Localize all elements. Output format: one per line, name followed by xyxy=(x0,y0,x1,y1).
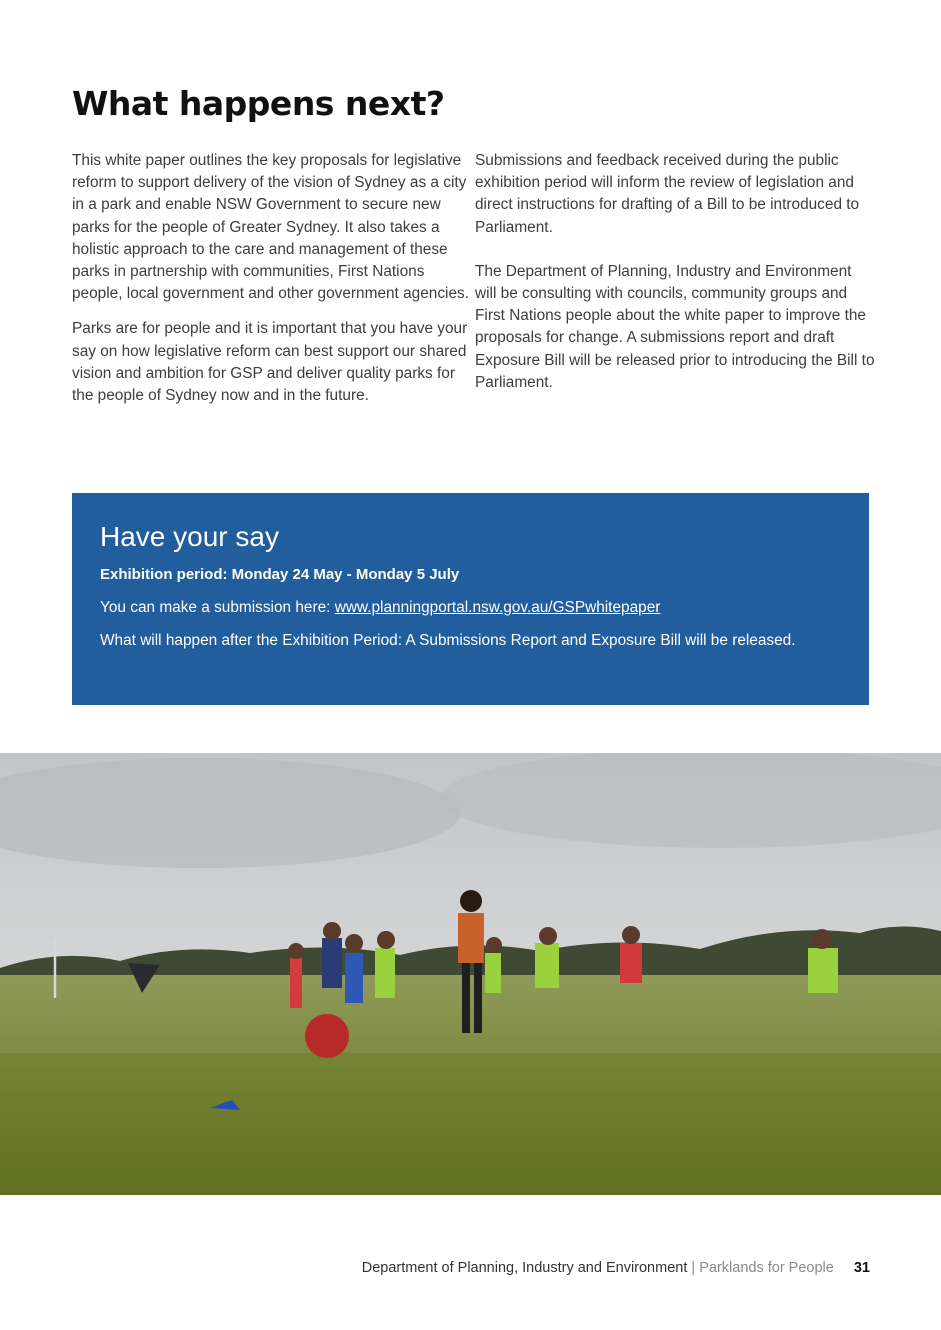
children-playing-in-park-photo xyxy=(0,753,941,1195)
right-paragraph-1: Submissions and feedback received during the public exhibition period will inform the review of legislation and direct instructions for drafting of a Bill to be introduced to Parliament. xyxy=(475,152,860,236)
right-paragraph-2: The Department of Planning, Industry and Environment will be consulting with councils, community groups and First Nations people about the white paper to improve the proposals for change. A submissions report and draft Exposure Bill will be released prior to introducing the Bill to Parliament. xyxy=(475,262,875,391)
page-footer xyxy=(362,1260,870,1276)
left-paragraph-2: Parks are for people and it is important that you have your say on how legislative reform can best support our shared vision and ambition for GSP and deliver quality parks for the people of Sydney now and in the future. xyxy=(72,320,468,405)
exhibition-period: Exhibition period: Monday 24 May - Monday 5 July xyxy=(100,566,460,583)
after-exhibition-text: What will happen after the Exhibition Period: A Submissions Report and Exposure Bill will be released. xyxy=(100,632,796,649)
footer-department: Department of Planning, Industry and Environment xyxy=(361,1260,688,1276)
left-column xyxy=(72,150,470,420)
footer-separator: | xyxy=(691,1260,696,1276)
footer-publication: Parklands for People xyxy=(699,1260,834,1276)
submission-link[interactable]: www.planningportal.nsw.gov.au/GSPwhitepaper xyxy=(334,599,661,616)
right-column xyxy=(475,150,875,407)
have-your-say-title: Have your say xyxy=(100,521,279,552)
page-title: What happens next? xyxy=(72,84,445,123)
submission-line xyxy=(100,597,841,618)
page-number: 31 xyxy=(853,1260,870,1276)
submission-prefix: You can make a submission here: xyxy=(100,599,335,616)
have-your-say-box xyxy=(72,493,869,705)
left-paragraph-1: This white paper outlines the key proposals for legislative reform to support delivery of the vision of Sydney as a city in a park and enable NSW Government to secure new parks for the people of Greater Sydney. It also takes a holistic approach to the care and management of these parks in partnership with communities, First Nations people, local government and other government agencies. xyxy=(72,152,469,303)
